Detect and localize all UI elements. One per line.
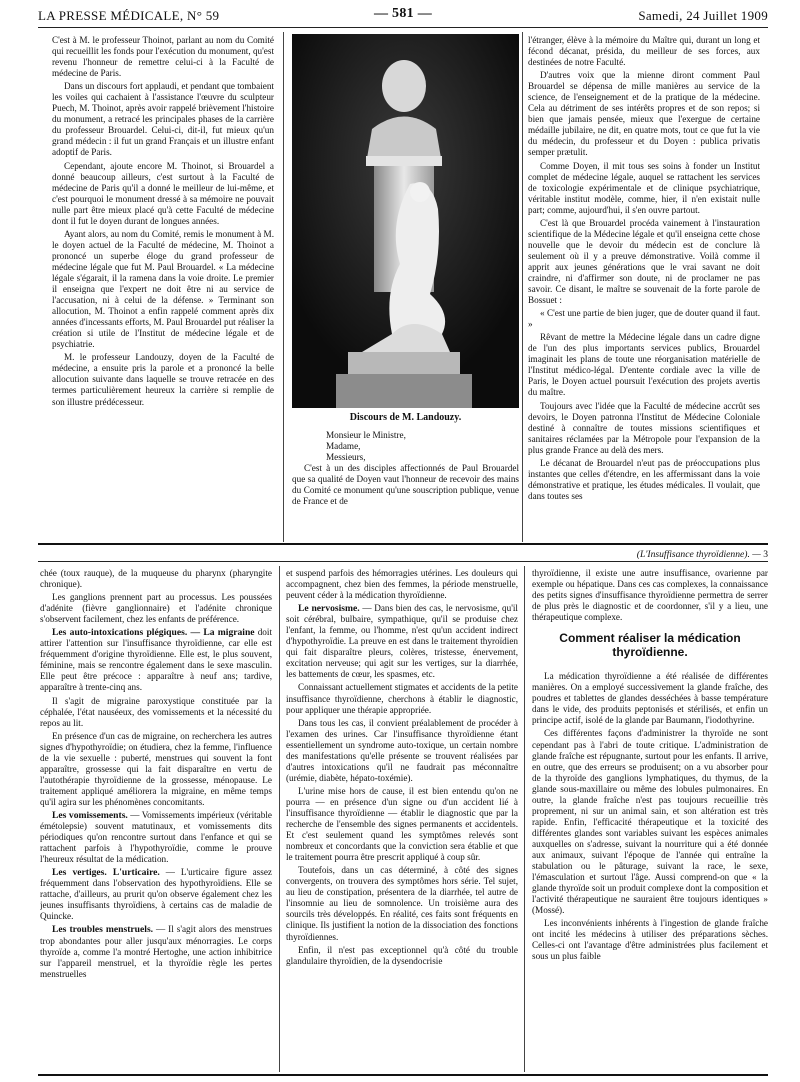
speech-text: C'est à un des disciples affectionnés de Paul Brouardel que sa qualité de Doyen vaut l'honneur de recevoir des mains du Comité ce monument qu'une souscription publique, venue de France et de	[292, 463, 519, 507]
paragraph	[286, 568, 518, 601]
paragraph	[40, 568, 272, 590]
paragraph-text: Il s'agit de migraine paroxystique constituée par la céphalée, l'état nauséeux, des vomissements et la nécessité du repos au lit.	[40, 695, 272, 728]
paragraph: C'est là que Brouardel procéda vainement à l'instauration scientifique de la Médecine légale et qu'il enseigna cette chose nouvelle que le devoir du médecin est de conclure là seulement où il y a preuve démonstrative. Voilà comme il apprit aux jeunes générations que le vrai savant ne doit craindre, ni d'affirmer son doute, ni de proclamer ne pas savoir. Ce disant, le maître se souvenait de la forte parole de Bossuet :	[528, 217, 760, 306]
paragraph: D'autres voix que la mienne diront comment Paul Brouardel se dépensa de mille manières au service de la science, de l'enseignement et de la pratique de la médecine. Cela au détriment de ses intérêts propres et de son repos; si bien que jamais pensée, mieux que l'exergue de certaine médaille jubilaire, ne dit, en quatre mots, tout ce que fut la vie du médecin, du professeur et du Doyen : publica privatis semper prætulit.	[528, 70, 760, 158]
subsection-heading: Les vertiges. L'urticaire.	[52, 867, 160, 879]
paragraph: Dans un discours fort applaudi, et pendant que tombaient les voiles qui cachaient à l'assistance l'œuvre du sculpteur Puech, M. Thoinot, après avoir rappelé brièvement l'histoire du monument, a retracé les principales phases de la carrière du professeur Brouardel. Celui-ci, dit-il, fut mieux qu'un grand médecin : il fut un grand Français et un illustre enfant adoptif de Paris.	[52, 81, 274, 158]
paragraph	[532, 918, 768, 962]
paragraph	[40, 592, 272, 625]
paragraph	[40, 731, 272, 808]
paragraph	[40, 627, 272, 693]
bottom-column-2	[286, 568, 518, 1068]
page-header	[38, 6, 768, 26]
salutation-1: Monsieur le Ministre,	[326, 430, 406, 440]
paragraph	[40, 696, 272, 729]
paragraph-text: L'urine mise hors de cause, il est bien entendu qu'on ne pourra — en présence d'un signe ou d'un accident lié à l'insuffisance thyroïdienne — établir le diagnostic que par la recherche de l'ensemble des signes permanents et accidentels. Et c'est seulement quand les symptômes relevés sont nombreux et concordants que la conviction sera établie et que le traitement pourra être prescrit appliqué à coup sûr.	[286, 785, 518, 863]
footer-rule	[38, 1074, 768, 1076]
paragraph: l'étranger, élève à la mémoire du Maître qui, durant un long et fécond décanat, présida, du meilleur de ses forces, aux destinées de notre Faculté.	[528, 35, 760, 68]
top-column-3	[528, 35, 760, 540]
paragraph-text: et suspend parfois des hémorragies utérines. Les douleurs qui accompagnent, chez bien des femmes, la période menstruelle, peuvent céder à la médication thyroïdienne.	[286, 568, 518, 601]
paragraph	[286, 786, 518, 863]
subsection-heading: Les troubles menstruels.	[52, 924, 154, 936]
paragraph-text: Les ganglions prennent part au processus. Les poussées d'adénite (fièvre ganglionnaire) et l'adénite chronique s'observent facilement, chez les enfants de préférence.	[40, 592, 272, 625]
paragraph-text: — Dans bien des cas, le nervosisme, qu'il soit cérébral, bulbaire, sympathique, qu'il se produise chez l'enfant, la femme, ou l'homme, n'est qu'un accident indirect d'hypothyroïdie. La preuve en est dans le traitement thyroïdien qui fait disparaître pleurs, colères, tristesse, énervement, excitation nerveuse; qui agit sur les vertiges, sur la diarrhée, les battements de cœur, les spasmes, etc.	[286, 603, 518, 680]
paragraph: Ayant alors, au nom du Comité, remis le monument à M. le doyen actuel de la Faculté de médecine, M. Thoinot a prononcé un superbe éloge du grand professeur de médecine légale que fut M. Paul Brouardel. « La médecine légale s'égarait, il la ramena dans la voie droite. Le premier il enseigna que l'expert ne doit être ni au service de l'accusation, ni à celui de la défense. » Terminant son allocution, M. Thoinot a enfin rappelé comment après dix années d'incessants efforts, M. Paul Brouardel put réaliser la création si utile de l'Institut de médecine légale et de psychiatrie.	[52, 228, 274, 350]
paragraph	[532, 728, 768, 916]
paragraph-text: chée (toux rauque), de la muqueuse du pharynx (pharyngite chronique).	[40, 568, 272, 590]
paragraph-text: La médication thyroïdienne a été réalisée de différentes manières. On a employé successivement la glande fraîche, des poudres et tablettes de glandes desséchées à basse température dans le vide, des produits peptonisés et stérilisés, et enfin un principe actif, isolé de la glande par Baumann, l'iodothyrine.	[532, 671, 768, 726]
paragraph	[40, 867, 272, 922]
column-divider	[524, 566, 525, 1072]
paragraph-text: Connaissant actuellement stigmates et accidents de la petite insuffisance thyroïdienne, cherchons à établir le diagnostic, pour appliquer une thérapie appropriée.	[286, 682, 518, 715]
monument-photo	[292, 34, 519, 408]
series-title: (L'Insuffisance thyroïdienne). — 3	[636, 549, 768, 560]
paragraph: Cependant, ajoute encore M. Thoinot, si Brouardel a donné beaucoup ailleurs, c'est surtout à la Faculté de médecine de Paris qu'il a donné le meilleur de lui-même, et c'est pourquoi le monument dressé à sa mémoire ne pouvait nulle part être mieux placé qu'à cette Faculté de médecine dont il fut le doyen durant de longues années.	[52, 160, 274, 226]
monument-illustration	[292, 34, 519, 408]
paragraph	[40, 810, 272, 865]
paragraph-text: — Vomissements impérieux (véritable émétolepsie) souvent matutinaux, et vomissements dits périodiques qu'on rencontre surtout dans l'enfance et qui se rattachent parfois à l'hypothyroïdie, comme le prouve l'heureux résultat de la médication.	[40, 809, 272, 865]
paragraph-text: Enfin, il n'est pas exceptionnel qu'à côté du trouble glandulaire thyroïdien, de la dysendocrisie	[286, 944, 518, 966]
paragraph-text: — L'urticaire figure assez fréquemment dans l'observation des hypothyroïdiens. Elle se rattache, d'ailleurs, au prurit qu'on observe également chez les jeunes insuffisants thyroïdiens, à certains cas de maladie de Quincke.	[40, 867, 272, 922]
salutation-2: Madame,	[326, 441, 361, 452]
issue-date: Samedi, 24 Juillet 1909	[638, 8, 768, 23]
paragraph	[40, 924, 272, 979]
section-rule	[38, 543, 768, 545]
salutation-3: Messieurs,	[326, 452, 366, 463]
paragraph	[286, 682, 518, 715]
paragraph	[532, 671, 768, 726]
column-divider	[279, 566, 280, 1072]
page-number: — 581 —	[373, 6, 433, 21]
paragraph-text: Ces différentes façons d'administrer la thyroïde ne sont cependant pas à l'abri de toute critique. L'administration de glande fraîche est répugnante, surtout pour les enfants. Il arrive, en outre, que des erreurs se produisent; on a vu absorber pour de la thyroïde des ganglions lymphatiques, du thymus, de la glande sous-maxillaire ou même des lobules pulmonaires. En outre, la glande fraîche n'est pas toujours recueillie très proprement, ni sur un animal sain, et son altération est très rapide. Enfin, l'efficacité thérapeutique et la toxicité des différentes glandes sont variables suivant les espèces animales auxquelles on s'adresse, suivant la nourriture qui a été donnée aux animaux, suivant l'époque de l'année qui entraîne la stabulation ou le pâturage, suivant la race, le sexe, l'émasculation et surtout l'âge. Aussi comprend-on que « la glande thyroïde soit un produit complexe dont la composition et l'activité thérapeutique ne sauraient être toujours identiques » (Mossé).	[532, 728, 768, 916]
column-divider	[283, 32, 284, 542]
paragraph-text: Toutefois, dans un cas déterminé, à côté des signes convergents, on trouvera des symptômes hors série. Tel sujet, au lieu de constipation, présentera de la diarrhée, tel autre de l'insomnie au lieu de somnolence. Un troisième aura des sourcils très développés. En réalité, ces faits sont fréquents en clinique. Ils justifient la notion de la dissociation des fonctions thyroïdiennes.	[286, 865, 518, 942]
paragraph: M. le professeur Landouzy, doyen de la Faculté de médecine, a ensuite pris la parole et a prononcé la belle allocution suivante dans laquelle se trouve retracée en des termes particulièrement heureux la carrière si remplie de son illustre prédécesseur.	[52, 352, 274, 407]
subsection-heading: Le nervosisme.	[298, 603, 360, 615]
subsection-heading: Les auto-intoxications plégiques. — La migraine	[52, 627, 255, 639]
paragraph: Le décanat de Brouardel n'eut pas de préoccupations plus instantes que celles d'étendre, en les affermissant dans la voie démonstrative et pratique, les études médicales. Il voulait, que dans toutes ses	[528, 457, 760, 501]
paragraph-text: En présence d'un cas de migraine, on recherchera les autres signes d'hypothyroïdie; on étudiera, chez la femme, l'influence de la vie sexuelle : puberté, menstrues qui souvent la font apparaître, grossesse qui la fait disparaître en vertu de l'autothérapie thyroïdienne de la grossesse, ménopause. Le traitement appliqué améliorera la migraine, en même temps qu'il agira sur les phénomènes concomitants.	[40, 730, 272, 807]
paragraph-text: Dans tous les cas, il convient préalablement de procéder à l'examen des urines. Car l'insuffisance thyroïdienne étant essentiellement un syndrome auto-toxique, un certain nombre des manifestations qu'elle présente se trouvent réalisées par d'autres intoxications qu'il ne faudrait pas méconnaître (urémie, diabète, hépato-toxémie).	[286, 717, 518, 783]
paragraph: Comme Doyen, il mit tous ses soins à fonder un Institut complet de médecine légale, auquel se rattachent les services de toxicologie expérimentale et de clinique psychiatrique, véritable institut modèle, comme, hier, il n'en existait nulle part; comme, aujourd'hui, il s'en ouvre partout.	[528, 160, 760, 215]
bottom-column-3	[532, 568, 768, 1068]
journal-title: LA PRESSE MÉDICALE, N° 59	[38, 8, 220, 23]
paragraph: thyroïdienne, il existe une autre insuffisance, ovarienne par exemple ou hépatique. Dans ces cas complexes, la connaissance des petits signes d'insuffisance thyroïdienne permettra de serrer de plus près le diagnostic et de coordonner, s'il y a lieu, une thérapeutique complexe.	[532, 568, 768, 623]
speech-caption: Discours de M. Landouzy.	[349, 412, 462, 423]
paragraph: Rêvant de mettre la Médecine légale dans un cadre digne de l'un des plus importants services publics, Brouardel imaginait les plans de toute une réorganisation matérielle de l'Institut médico-légal. D'entente cordiale avec la ville de Paris, le Doyen actuel poursuit l'exécution des projets avertis du maître.	[528, 332, 760, 398]
top-column-1	[52, 35, 274, 540]
paragraph-text: — Il s'agit alors des menstrues trop abondantes pour aller jusqu'aux ménorragies. Le corps thyroïde a, comme l'a montré Hertoghe, une action inhibitrice sur l'appareil menstruel, et la thyroïdie règle les pertes menstruelles	[40, 924, 272, 979]
speech-opening	[292, 430, 519, 507]
paragraph: Toujours avec l'idée que la Faculté de médecine accrût ses devoirs, le Doyen patronna l'Institut de Médecine Coloniale destiné à connaître de toutes missions scientifiques et sanitaires réclamées par la Métropole pour l'expansion de la plus grande France au delà des mers.	[528, 400, 760, 455]
paragraph	[286, 945, 518, 967]
paragraph	[286, 718, 518, 784]
paragraph-text: doit attirer l'attention sur l'insuffisance thyroïdienne, car elle est fréquemment d'origine thyroïdienne. Elle est, le plus souvent, féminine, mais se rencontre également dans le sexe masculin. Elle peut être précoce : apparaître à neuf ans; tardive, apparaître à trente-cinq ans.	[40, 627, 272, 693]
paragraph: « C'est une partie de bien juger, que de douter quand il faut. »	[528, 308, 760, 330]
header-rule	[38, 27, 768, 28]
paragraph	[286, 603, 518, 680]
paragraph-text: Les inconvénients inhérents à l'ingestion de glande fraîche ont incité les médecins à utiliser des préparations sèches. Celles-ci ont l'avantage d'être administrées plus facilement et sous un plus faible	[532, 918, 768, 962]
subsection-heading: Les vomissements.	[52, 809, 128, 821]
paragraph: C'est à M. le professeur Thoinot, parlant au nom du Comité qui recueillit les fonds pour l'exécution du monument, qu'est revenu l'honneur de remettre celui-ci à la Faculté de médecine de Paris.	[52, 35, 274, 79]
series-rule	[38, 561, 768, 562]
paragraph	[286, 865, 518, 942]
bottom-column-1	[40, 568, 272, 1068]
series-page: 3	[763, 549, 768, 560]
section-title: Comment réaliser la médication thyroïdienne.	[559, 631, 741, 660]
column-divider	[522, 32, 523, 542]
